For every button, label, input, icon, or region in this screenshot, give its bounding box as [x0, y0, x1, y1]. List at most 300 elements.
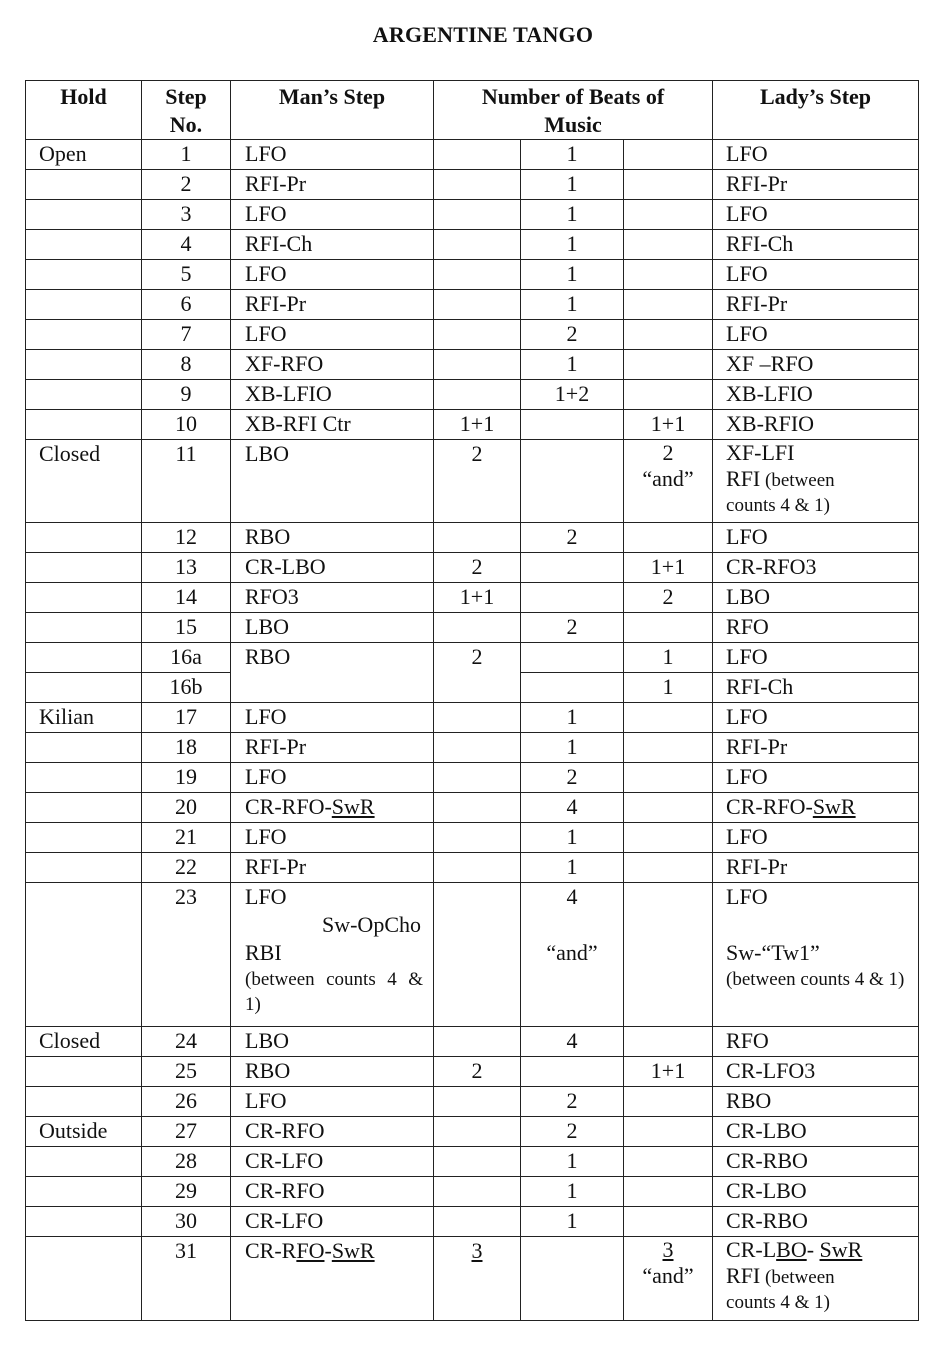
hold-cell	[26, 733, 142, 763]
beats-and: “and”	[642, 1263, 694, 1288]
beats-cell	[521, 1057, 624, 1087]
beats-cell: 2	[521, 763, 624, 793]
hold-cell	[26, 793, 142, 823]
man-step-cell: LFO	[231, 823, 434, 853]
hold-cell	[26, 553, 142, 583]
beats-cell: 1	[521, 140, 624, 170]
table-row	[26, 853, 919, 883]
beats-cell	[434, 260, 521, 290]
lady-step-underlined: SwR	[812, 794, 856, 819]
lady-step-cell: RFI-Pr	[713, 290, 919, 320]
table-row	[26, 733, 919, 763]
man-step-cell	[231, 1237, 434, 1321]
lady-step-line	[726, 1263, 918, 1290]
lady-step-cell: CR-LBO	[713, 1177, 919, 1207]
hold-cell	[26, 410, 142, 440]
lady-step-cell: CR-LFO3	[713, 1057, 919, 1087]
step-no-cell: 10	[142, 410, 231, 440]
lady-step-text: XF-LFI	[726, 440, 795, 465]
header-beats-line2: Music	[544, 112, 602, 137]
beats-cell: 1+1	[434, 583, 521, 613]
lady-step-cell: XB-LFIO	[713, 380, 919, 410]
beats-cell	[624, 260, 713, 290]
beats-cell: 2	[521, 613, 624, 643]
step-no-cell: 8	[142, 350, 231, 380]
spacer	[726, 911, 918, 939]
hold-cell	[26, 1177, 142, 1207]
step-no-cell: 21	[142, 823, 231, 853]
table-row	[26, 523, 919, 553]
beats-cell	[624, 763, 713, 793]
lady-step-cell: RFO	[713, 1027, 919, 1057]
man-step-cell: LBO	[231, 440, 434, 523]
table-row	[26, 380, 919, 410]
beats-cell: 1+1	[624, 553, 713, 583]
lady-step-cell: CR-RFO3	[713, 553, 919, 583]
hold-cell	[26, 170, 142, 200]
man-step-cell: LFO	[231, 320, 434, 350]
man-step-cell: RFI-Pr	[231, 290, 434, 320]
beats-cell	[521, 643, 624, 673]
header-row	[26, 81, 919, 140]
man-step-underlined: SwR	[331, 794, 375, 819]
lady-step-line	[726, 440, 918, 466]
beats-cell: 1+1	[624, 1057, 713, 1087]
step-no-cell: 16a	[142, 643, 231, 673]
man-step-cell	[231, 883, 434, 1027]
beats-cell	[434, 320, 521, 350]
beats-cell	[624, 380, 713, 410]
beats-cell	[624, 440, 713, 523]
hold-cell	[26, 583, 142, 613]
lady-step-line	[726, 466, 918, 493]
lady-step-note: (between	[760, 470, 835, 491]
beats-cell	[521, 1237, 624, 1321]
step-no-cell: 20	[142, 793, 231, 823]
beats-cell	[434, 523, 521, 553]
step-no-cell: 19	[142, 763, 231, 793]
table-row	[26, 350, 919, 380]
lady-step-cell	[713, 440, 919, 523]
beats-cell: 2	[434, 440, 521, 523]
man-step-cell	[231, 793, 434, 823]
man-step-cell: RFI-Pr	[231, 733, 434, 763]
beats-cell: 2	[521, 523, 624, 553]
beats-cell	[624, 1147, 713, 1177]
beats-cell: 1	[521, 170, 624, 200]
beats-cell: 2	[434, 1057, 521, 1087]
table-row	[26, 643, 919, 673]
tango-steps-table	[25, 80, 919, 1321]
header-man-step: Man’s Step	[231, 81, 434, 140]
hold-cell	[26, 200, 142, 230]
lady-step-line: Sw-“Tw1”	[726, 940, 820, 965]
beats-cell: 1	[521, 200, 624, 230]
lady-step-cell: CR-RBO	[713, 1147, 919, 1177]
lady-step-line: LFO	[726, 884, 768, 909]
lady-step-cell: RFI-Ch	[713, 673, 919, 703]
step-no-cell: 30	[142, 1207, 231, 1237]
hold-cell: Closed	[26, 440, 142, 523]
man-step-cell: RFI-Pr	[231, 853, 434, 883]
beats-cell	[434, 763, 521, 793]
beats-and: “and”	[642, 466, 694, 491]
beats-cell: 1	[624, 673, 713, 703]
beats-cell	[624, 853, 713, 883]
hold-cell	[26, 823, 142, 853]
beats-cell	[624, 140, 713, 170]
table-row	[26, 613, 919, 643]
step-no-cell: 3	[142, 200, 231, 230]
beats-cell	[624, 1087, 713, 1117]
man-step-underlined: FO	[296, 1238, 325, 1263]
beats-cell	[434, 733, 521, 763]
hold-cell	[26, 1087, 142, 1117]
hold-cell	[26, 883, 142, 1027]
beats-cell: 1+1	[624, 410, 713, 440]
lady-step-cell: CR-LBO	[713, 1117, 919, 1147]
beats-cell: 2	[521, 1087, 624, 1117]
beats-cell: 2	[521, 1117, 624, 1147]
lady-step-underlined: SwR	[819, 1237, 863, 1262]
beats-cell	[521, 583, 624, 613]
lady-step-cell: LFO	[713, 320, 919, 350]
table-row	[26, 200, 919, 230]
table-row	[26, 140, 919, 170]
table-row	[26, 410, 919, 440]
table-row	[26, 1147, 919, 1177]
beats-cell	[624, 883, 713, 1027]
lady-step-cell: XB-RFIO	[713, 410, 919, 440]
beats-cell	[521, 673, 624, 703]
table-row	[26, 440, 919, 523]
table-row	[26, 1117, 919, 1147]
lady-step-cell: LFO	[713, 763, 919, 793]
lady-step-cell: LBO	[713, 583, 919, 613]
step-no-cell: 17	[142, 703, 231, 733]
beats-cell: 1	[521, 733, 624, 763]
header-step-no-line2: No.	[169, 112, 203, 137]
beats-cell	[434, 703, 521, 733]
beats-cell	[624, 823, 713, 853]
lady-step-cell	[713, 1237, 919, 1321]
beats-value: 4	[566, 884, 578, 909]
beats-cell	[624, 290, 713, 320]
step-no-cell: 29	[142, 1177, 231, 1207]
lady-step-note: counts 4 & 1)	[726, 1292, 830, 1313]
beats-cell	[624, 230, 713, 260]
step-no-cell: 2	[142, 170, 231, 200]
hold-cell	[26, 380, 142, 410]
step-no-cell: 28	[142, 1147, 231, 1177]
beats-and: “and”	[546, 940, 598, 965]
step-no-cell: 4	[142, 230, 231, 260]
beats-cell	[434, 793, 521, 823]
step-no-cell: 9	[142, 380, 231, 410]
hold-cell	[26, 523, 142, 553]
lady-step-line	[726, 1237, 918, 1263]
beats-cell	[521, 553, 624, 583]
man-step-cell: RBO	[231, 523, 434, 553]
beats-cell	[434, 883, 521, 1027]
table-row	[26, 553, 919, 583]
beats-cell	[434, 170, 521, 200]
step-no-cell: 6	[142, 290, 231, 320]
beats-cell	[521, 440, 624, 523]
table-row	[26, 1087, 919, 1117]
man-step-line: LFO	[245, 884, 287, 909]
header-lady-step: Lady’s Step	[713, 81, 919, 140]
table-row	[26, 1237, 919, 1321]
table-row	[26, 1177, 919, 1207]
beats-cell	[624, 613, 713, 643]
step-no-cell: 5	[142, 260, 231, 290]
man-step-cell: CR-LFO	[231, 1147, 434, 1177]
hold-cell	[26, 260, 142, 290]
beats-cell: 2	[624, 583, 713, 613]
step-no-cell: 15	[142, 613, 231, 643]
step-no-cell: 24	[142, 1027, 231, 1057]
beats-cell	[624, 320, 713, 350]
table-row	[26, 290, 919, 320]
step-no-cell: 16b	[142, 673, 231, 703]
beats-cell	[434, 380, 521, 410]
beats-cell	[434, 613, 521, 643]
lady-step-cell: LFO	[713, 643, 919, 673]
beats-cell: 4	[521, 793, 624, 823]
lady-step-text: CR-RFO-	[726, 794, 813, 819]
lady-step-note: (between	[760, 1267, 835, 1288]
beats-cell: 1	[521, 853, 624, 883]
beats-cell	[434, 140, 521, 170]
hold-cell	[26, 613, 142, 643]
man-step-cell: XB-RFI Ctr	[231, 410, 434, 440]
step-no-cell: 13	[142, 553, 231, 583]
beats-cell	[624, 1207, 713, 1237]
lady-step-cell	[713, 793, 919, 823]
beats-cell	[434, 230, 521, 260]
beats-cell	[624, 1117, 713, 1147]
man-step-text: -	[324, 1238, 332, 1263]
lady-step-cell: LFO	[713, 703, 919, 733]
table-row	[26, 1027, 919, 1057]
lady-step-cell: LFO	[713, 523, 919, 553]
beats-cell	[521, 410, 624, 440]
lady-step-cell: LFO	[713, 200, 919, 230]
lady-step-text: -	[806, 1237, 820, 1262]
man-step-cell: LFO	[231, 140, 434, 170]
beats-value: 2	[662, 440, 674, 465]
table-row	[26, 170, 919, 200]
step-no-cell: 11	[142, 440, 231, 523]
step-no-cell: 27	[142, 1117, 231, 1147]
hold-cell	[26, 350, 142, 380]
lady-step-cell: XF –RFO	[713, 350, 919, 380]
hold-cell	[26, 643, 142, 673]
table-row	[26, 230, 919, 260]
step-no-cell: 22	[142, 853, 231, 883]
man-step-underlined: SwR	[331, 1238, 375, 1263]
man-step-cell: RFO3	[231, 583, 434, 613]
beats-cell	[434, 350, 521, 380]
beats-cell	[434, 1087, 521, 1117]
table-row	[26, 260, 919, 290]
man-step-cell: CR-LBO	[231, 553, 434, 583]
beats-cell: 1	[521, 290, 624, 320]
beats-cell	[434, 1027, 521, 1057]
beats-cell: 2	[521, 320, 624, 350]
beats-cell	[434, 1117, 521, 1147]
beats-cell: 1	[521, 260, 624, 290]
lady-step-note: (between counts 4 & 1)	[726, 969, 905, 990]
beats-cell	[624, 1177, 713, 1207]
hold-cell: Kilian	[26, 703, 142, 733]
beats-cell: 1	[521, 350, 624, 380]
man-step-cell: LFO	[231, 260, 434, 290]
step-no-cell: 12	[142, 523, 231, 553]
hold-cell: Open	[26, 140, 142, 170]
man-step-cell: LBO	[231, 1027, 434, 1057]
man-step-cell: RBO	[231, 643, 434, 703]
beats-cell	[624, 170, 713, 200]
header-step-no-line1: Step	[165, 84, 207, 109]
beats-cell	[434, 823, 521, 853]
hold-cell	[26, 763, 142, 793]
beats-cell	[434, 200, 521, 230]
beats-cell	[624, 733, 713, 763]
lady-step-cell: RFI-Pr	[713, 733, 919, 763]
hold-cell: Closed	[26, 1027, 142, 1057]
hold-cell	[26, 290, 142, 320]
lady-step-cell: RFI-Pr	[713, 853, 919, 883]
beats-cell: 1+2	[521, 380, 624, 410]
lady-step-cell: LFO	[713, 260, 919, 290]
step-no-cell: 23	[142, 883, 231, 1027]
lady-step-cell: RFI-Pr	[713, 170, 919, 200]
man-step-cell: RFI-Pr	[231, 170, 434, 200]
beats-cell	[624, 1027, 713, 1057]
lady-step-cell: LFO	[713, 823, 919, 853]
hold-cell: Outside	[26, 1117, 142, 1147]
table-row	[26, 883, 919, 1027]
page-title: ARGENTINE TANGO	[372, 22, 594, 47]
table-body	[26, 140, 919, 1321]
beats-cell: 1	[521, 1207, 624, 1237]
table-row	[26, 793, 919, 823]
hold-cell	[26, 320, 142, 350]
beats-cell: 1	[521, 823, 624, 853]
man-step-cell: LBO	[231, 613, 434, 643]
man-step-cell: LFO	[231, 200, 434, 230]
hold-cell	[26, 1057, 142, 1087]
beats-cell	[624, 350, 713, 380]
hold-cell	[26, 1147, 142, 1177]
lady-step-text: CR-L	[726, 1237, 777, 1262]
header-hold: Hold	[26, 81, 142, 140]
hold-cell	[26, 1237, 142, 1321]
beats-cell	[624, 523, 713, 553]
beats-cell: 2	[434, 553, 521, 583]
man-step-cell: XB-LFIO	[231, 380, 434, 410]
beats-cell	[434, 290, 521, 320]
beats-cell: 2	[434, 643, 521, 703]
man-step-cell: CR-LFO	[231, 1207, 434, 1237]
beats-cell: 1	[521, 703, 624, 733]
table-row	[26, 583, 919, 613]
beats-cell: 1	[624, 643, 713, 673]
beats-cell: 1	[521, 1147, 624, 1177]
man-step-line: Sw-OpCho	[321, 912, 421, 937]
beats-cell: 1+1	[434, 410, 521, 440]
beats-value: 3	[662, 1237, 674, 1262]
man-step-cell: RFI-Ch	[231, 230, 434, 260]
hold-cell	[26, 230, 142, 260]
table-row	[26, 763, 919, 793]
lady-step-cell: RFO	[713, 613, 919, 643]
step-no-cell: 18	[142, 733, 231, 763]
step-no-cell: 1	[142, 140, 231, 170]
man-step-line: RBI	[245, 940, 282, 965]
header-beats-line1: Number of Beats of	[481, 84, 665, 109]
beats-cell: 1	[521, 230, 624, 260]
beats-cell: 4	[521, 1027, 624, 1057]
table-row	[26, 823, 919, 853]
step-no-cell: 14	[142, 583, 231, 613]
hold-cell	[26, 673, 142, 703]
step-no-cell: 26	[142, 1087, 231, 1117]
man-step-cell: CR-RFO	[231, 1117, 434, 1147]
lady-step-text: RFI	[726, 1263, 761, 1288]
beats-cell	[624, 793, 713, 823]
beats-cell	[434, 1147, 521, 1177]
beats-cell: 1	[521, 1177, 624, 1207]
step-no-cell: 7	[142, 320, 231, 350]
man-step-text: CR-R	[245, 1238, 297, 1263]
beats-cell	[624, 200, 713, 230]
man-step-cell: XF-RFO	[231, 350, 434, 380]
spacer	[521, 911, 623, 939]
beats-cell	[434, 853, 521, 883]
beats-cell: 3	[434, 1237, 521, 1321]
lady-step-cell: CR-RBO	[713, 1207, 919, 1237]
beats-cell	[434, 1177, 521, 1207]
lady-step-cell: RFI-Ch	[713, 230, 919, 260]
beats-cell	[434, 1207, 521, 1237]
lady-step-underlined: BO	[776, 1237, 807, 1262]
lady-step-text: RFI	[726, 466, 761, 491]
table-row	[26, 1207, 919, 1237]
man-step-cell: LFO	[231, 1087, 434, 1117]
lady-step-cell	[713, 883, 919, 1027]
table-row	[26, 703, 919, 733]
hold-cell	[26, 853, 142, 883]
table-row	[26, 1057, 919, 1087]
lady-step-cell: RBO	[713, 1087, 919, 1117]
man-step-cell: CR-RFO	[231, 1177, 434, 1207]
hold-cell	[26, 1207, 142, 1237]
man-step-cell: RBO	[231, 1057, 434, 1087]
lady-step-note: counts 4 & 1)	[726, 495, 830, 516]
beats-cell	[624, 1237, 713, 1321]
beats-cell	[521, 883, 624, 1027]
man-step-text: CR-RFO-	[245, 794, 332, 819]
beats-cell	[624, 703, 713, 733]
man-step-cell: LFO	[231, 763, 434, 793]
man-step-cell: LFO	[231, 703, 434, 733]
step-no-cell: 31	[142, 1237, 231, 1321]
header-step-no	[142, 81, 231, 140]
step-no-cell: 25	[142, 1057, 231, 1087]
